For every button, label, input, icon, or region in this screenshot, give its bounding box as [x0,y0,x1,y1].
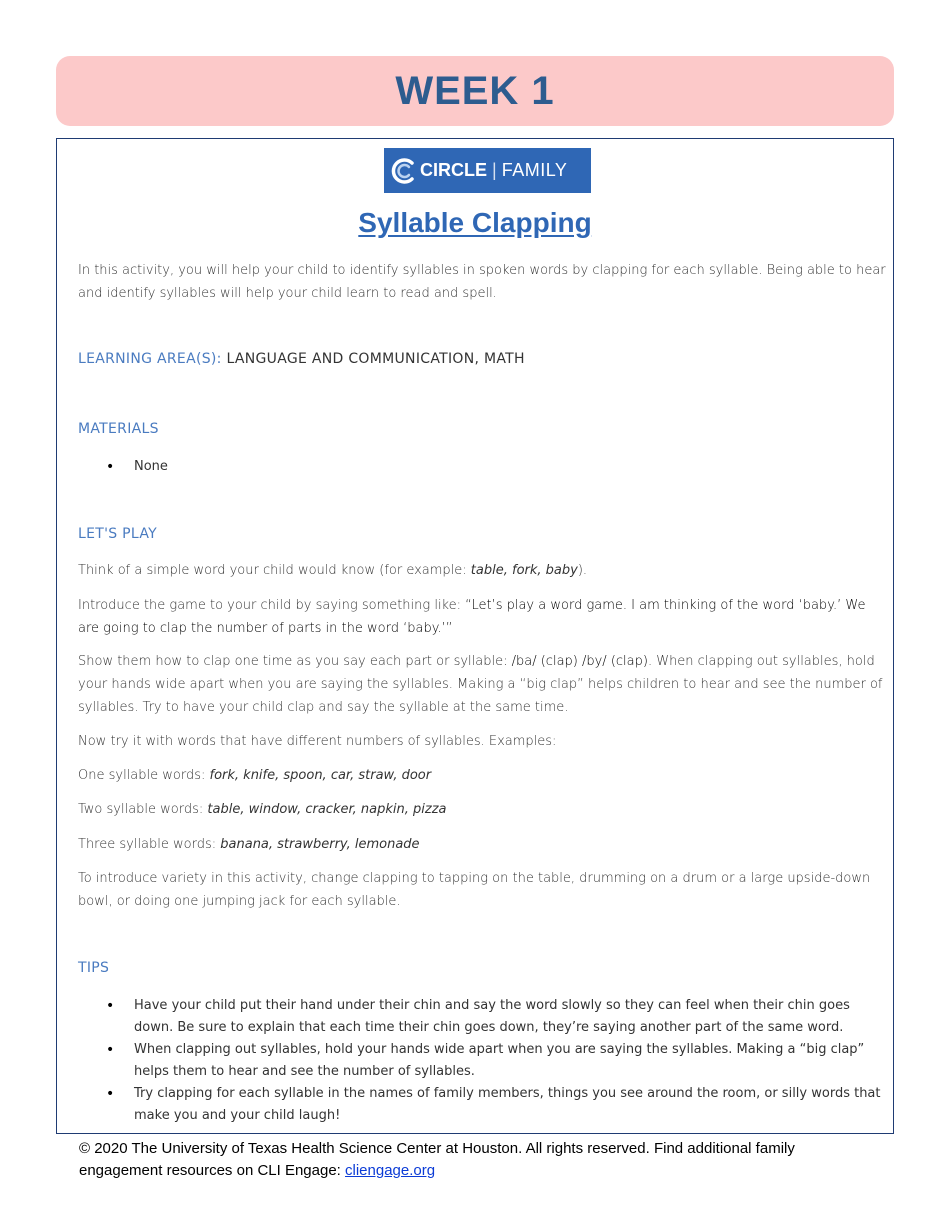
play-paragraph-3 [78,650,890,719]
play-p3-syllables: : /ba/ (clap) /by/ (clap) [503,654,648,669]
play-p1-text: Think of a simple word your child would know (for example: [78,563,471,578]
tip-item: • Try clapping for each syllable in the names of family members, things you see around the room, or silly words that make you and your child laugh! [78,1083,890,1127]
logo-word: CIRCLE [420,160,487,180]
lets-play-heading: LET'S PLAY [78,526,157,542]
learning-area-heading [78,351,525,367]
play-p2-quote: “Let’s play a word game. I am thinking of the word ‘baby.’ We are going to clap the number of parts in the word ‘baby.’” [78,598,866,636]
three-syllable-line [78,833,890,856]
two-syllable-words: table, window, cracker, napkin, pizza [207,802,447,817]
one-syllable-label: One syllable words: [78,768,210,783]
learning-area-value: LANGUAGE AND COMMUNICATION, MATH [221,351,525,367]
one-syllable-line [78,764,890,787]
copyright-footer [79,1138,859,1182]
tips-list [78,995,890,1127]
play-p3-text: Show them how to clap one time as you say each part or syllable [78,654,504,669]
circle-family-logo [384,148,591,193]
week-banner [56,56,894,126]
circle-logo-icon [390,157,418,185]
materials-list [78,456,890,478]
play-p2-text: Introduce the game to your child by saying something like: [78,598,466,613]
three-syllable-label: Three syllable words: [78,837,221,852]
footer-text: © 2020 The University of Texas Health Science Center at Houston. All rights reserved. Find additional family engagement resources on CLI Engage: [79,1140,795,1179]
play-p1-end: ). [577,563,588,578]
activity-title: Syllable Clapping [358,207,592,238]
one-syllable-words: fork, knife, spoon, car, straw, door [209,768,432,783]
tips-heading: TIPS [78,960,110,976]
two-syllable-line [78,798,890,821]
tip-item: • Have your child put their hand under their chin and say the word slowly so they can feel when their chin goes down. Be sure to explain that each time their chin goes down, they’re saying another part of the same word. [78,995,890,1039]
learning-area-label: LEARNING AREA(S): [78,351,222,367]
two-syllable-label: Two syllable words: [78,802,208,817]
materials-heading: MATERIALS [78,421,159,437]
play-paragraph-5: To introduce variety in this activity, change clapping to tapping on the table, drumming on a drum or a large upside-down bowl, or doing one jumping jack for each syllable. [78,871,871,909]
activity-card [56,138,894,1134]
play-paragraph-4: Now try it with words that have different numbers of syllables. Examples: [78,734,557,749]
materials-item: • None [78,456,890,478]
play-p3-rest: . When clapping out syllables, hold your hands wide apart when you are saying the syllables. Making a “big clap” helps children to hear and see the number of syllables. Try to have your child clap and say the syllable at the same time. [78,654,883,715]
tip-item: • When clapping out syllables, hold your hands wide apart when you are saying the syllables. Making a “big clap” helps them to hear and see the number of syllables. [78,1039,890,1083]
three-syllable-words: banana, strawberry, lemonade [220,837,420,852]
intro-paragraph: In this activity, you will help your child to identify syllables in spoken words by clapping for each syllable. Being able to hear and identify syllables will help your child learn to read and spell. [78,263,886,301]
logo-family: FAMILY [501,160,568,180]
logo-separator: | [492,160,497,180]
play-p1-example: table, fork, baby [470,563,578,578]
play-paragraph-1 [78,559,890,582]
week-title: WEEK 1 [395,68,555,113]
cliengage-link[interactable]: cliengage.org [345,1162,436,1179]
play-paragraph-2 [78,594,890,640]
